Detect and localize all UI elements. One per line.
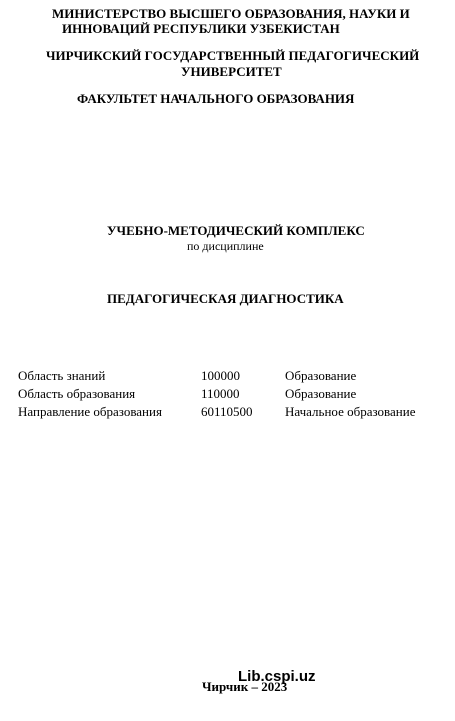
complex-title: УЧЕБНО-МЕТОДИЧЕСКИЙ КОМПЛЕКС [107, 223, 365, 238]
watermark-text: Lib.cspi.uz [238, 668, 316, 685]
field-name: Начальное образование [285, 404, 416, 419]
field-label: Область образования [18, 386, 136, 401]
field-code: 110000 [201, 386, 240, 401]
field-code: 100000 [201, 368, 240, 383]
faculty-name: ФАКУЛЬТЕТ НАЧАЛЬНОГО ОБРАЗОВАНИЯ [77, 91, 355, 106]
field-name: Образование [285, 386, 357, 401]
city-year: Чирчик – 2023 [202, 679, 288, 694]
field-label: Направление образования [18, 404, 162, 419]
ministry-line-2: ИННОВАЦИЙ РЕСПУБЛИКИ УЗБЕКИСТАН [62, 21, 340, 36]
field-code: 60110500 [201, 404, 253, 419]
university-line-1: ЧИРЧИКСКИЙ ГОСУДАРСТВЕННЫЙ ПЕДАГОГИЧЕСКИЙ [46, 48, 420, 63]
university-line-2: УНИВЕРСИТЕТ [181, 64, 282, 79]
field-label: Область знаний [18, 368, 106, 383]
discipline-title: ПЕДАГОГИЧЕСКАЯ ДИАГНОСТИКА [107, 291, 344, 306]
by-discipline-label: по дисциплине [187, 239, 264, 253]
ministry-line-1: МИНИСТЕРСТВО ВЫСШЕГО ОБРАЗОВАНИЯ, НАУКИ И [52, 6, 410, 21]
field-name: Образование [285, 368, 357, 383]
